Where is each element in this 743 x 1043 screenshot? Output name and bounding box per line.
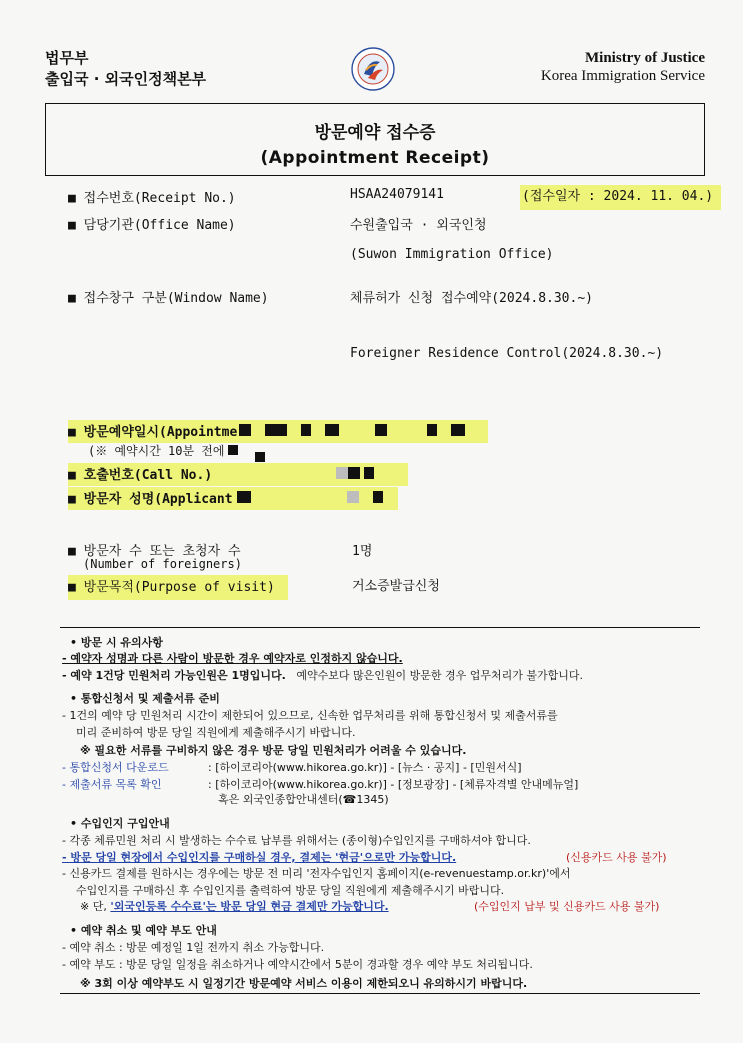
notice-line: - 예약자 성명과 다른 사람이 방문한 경우 예약자로 인정하지 않습니다. — [62, 652, 403, 665]
service-en: Korea Immigration Service — [540, 68, 705, 84]
redaction — [364, 467, 374, 479]
notice-section-title: • 통합신청서 및 제출서류 준비 — [70, 692, 220, 705]
notice-line: - 각종 체류민원 처리 시 발생하는 수수료 납부를 위해서는 (종이형)수입인지를 구매하셔야 합니다. — [62, 834, 531, 847]
service-ko: 출입국 · 외국인정책본부 — [45, 70, 207, 88]
notice-line: ※ 필요한 서류를 구비하지 않은 경우 방문 당일 민원처리가 어려울 수 있습니다. — [80, 744, 467, 757]
appointment-note: (※ 예약시간 10분 전에 — [88, 442, 238, 459]
field-purpose-value: 거소증발급신청 — [352, 579, 440, 594]
notice-line: - 예약 취소 : 방문 예정일 1일 전까지 취소 가능합니다. — [62, 941, 325, 954]
field-receipt-no-value: HSAA24079141 — [350, 187, 444, 202]
notice-red-note: (신용카드 사용 불가) — [566, 851, 667, 864]
redaction — [375, 424, 387, 436]
field-applicant-label: ■ 방문자 성명(Applicant — [68, 487, 398, 510]
redaction — [237, 491, 251, 503]
field-receipt-no-label: ■ 접수번호(Receipt No.) — [68, 191, 236, 206]
notice-line: - 신용카드 결제를 원하시는 경우에는 방문 전 미리 '전자수입인지 홈페이지(e-revenuestamp.or.kr)'에서 — [62, 867, 571, 880]
field-visitors-label-en: (Number of foreigners) — [83, 557, 242, 571]
receipt-date: (접수일자 : 2024. 11. 04.) — [520, 185, 721, 210]
field-window-value-en: Foreigner Residence Control(2024.8.30.~) — [350, 346, 664, 361]
redaction — [451, 424, 465, 436]
title-ko: 방문예약 접수증 — [314, 123, 436, 143]
notice-section-title: • 방문 시 유의사항 — [70, 636, 163, 649]
notice-link-path: : [하이코리아(www.hikorea.go.kr)] - [뉴스 · 공지] - [민원서식] — [208, 761, 522, 774]
notice-line: - 방문 당일 현장에서 수입인지를 구매하실 경우, 결제는 '현금'으로만 가능합니다. — [62, 851, 457, 864]
notice-section-title: • 예약 취소 및 예약 부도 안내 — [70, 924, 217, 937]
notice-link-path: : [하이코리아(www.hikorea.go.kr)] - [정보광장] - [체류자격별 안내메뉴얼] — [208, 778, 579, 791]
notice-line: 미리 준비하여 방문 당일 직원에게 제출해주시기 바랍니다. — [76, 726, 356, 739]
redaction-square — [255, 452, 265, 462]
notice-line: 수입인지를 구매하신 후 수입인지를 출력하여 방문 당일 직원에게 제출해주시기 바랍니다. — [76, 884, 505, 897]
title-en: (Appointment Receipt) — [260, 148, 490, 168]
field-office-label: ■ 담당기관(Office Name) — [68, 218, 236, 233]
ministry-ko: 법무부 — [45, 49, 89, 67]
notice-link-label: - 통합신청서 다운로드 — [62, 761, 169, 774]
notice-line: ※ 단, '외국인등록 수수료'는 방문 당일 현금 결제만 가능합니다. — [80, 900, 389, 913]
redaction — [301, 424, 311, 436]
redaction — [228, 445, 238, 455]
field-appointment-label: ■ 방문예약일시(Appointme — [68, 420, 488, 443]
notice-red-note: (수입인지 납부 및 신용카드 사용 불가) — [474, 900, 660, 913]
redaction — [427, 424, 437, 436]
redaction — [373, 491, 383, 503]
field-window-label: ■ 접수창구 구분(Window Name) — [68, 291, 269, 306]
redaction — [348, 467, 360, 479]
field-visitors-value: 1명 — [352, 544, 373, 559]
notice-link-label: - 제출서류 목록 확인 — [62, 778, 162, 791]
field-visitors-label: ■ 방문자 수 또는 초청자 수 — [68, 544, 241, 559]
redaction — [239, 424, 251, 436]
divider-line — [60, 627, 700, 628]
field-office-value-en: (Suwon Immigration Office) — [350, 247, 554, 262]
redaction — [325, 424, 339, 436]
notice-line: 혹은 외국인종합안내센터(☎1345) — [218, 793, 389, 806]
redaction — [336, 467, 348, 479]
field-office-value-ko: 수원출입국 · 외국인청 — [350, 218, 487, 233]
redaction — [347, 491, 359, 503]
ministry-en: Ministry of Justice — [585, 50, 705, 66]
field-window-value-ko: 체류허가 신청 접수예약(2024.8.30.~) — [350, 291, 593, 306]
notice-section-title: • 수입인지 구입안내 — [70, 817, 170, 830]
field-purpose-label: ■ 방문목적(Purpose of visit) — [68, 575, 288, 600]
emblem-logo — [350, 46, 396, 92]
notice-line: - 예약 부도 : 방문 당일 일정을 취소하거나 예약시간에서 5분이 경과할 경우 예약 부도 처리됩니다. — [62, 958, 533, 971]
notice-line: - 1건의 예약 당 민원처리 시간이 제한되어 있으므로, 신속한 업무처리를 위해 통합신청서 및 제출서류를 — [62, 709, 558, 722]
notice-line: - 예약 1건당 민원처리 가능인원은 1명입니다. 예약수보다 많은인원이 방문한 경우 업무처리가 불가합니다. — [62, 669, 583, 682]
divider-line — [60, 993, 700, 994]
redaction — [265, 424, 287, 436]
field-call-label: ■ 호출번호(Call No.) — [68, 463, 408, 486]
notice-line: ※ 3회 이상 예약부도 시 일정기간 방문예약 서비스 이용이 제한되오니 유의하시기 바랍니다. — [80, 977, 528, 990]
